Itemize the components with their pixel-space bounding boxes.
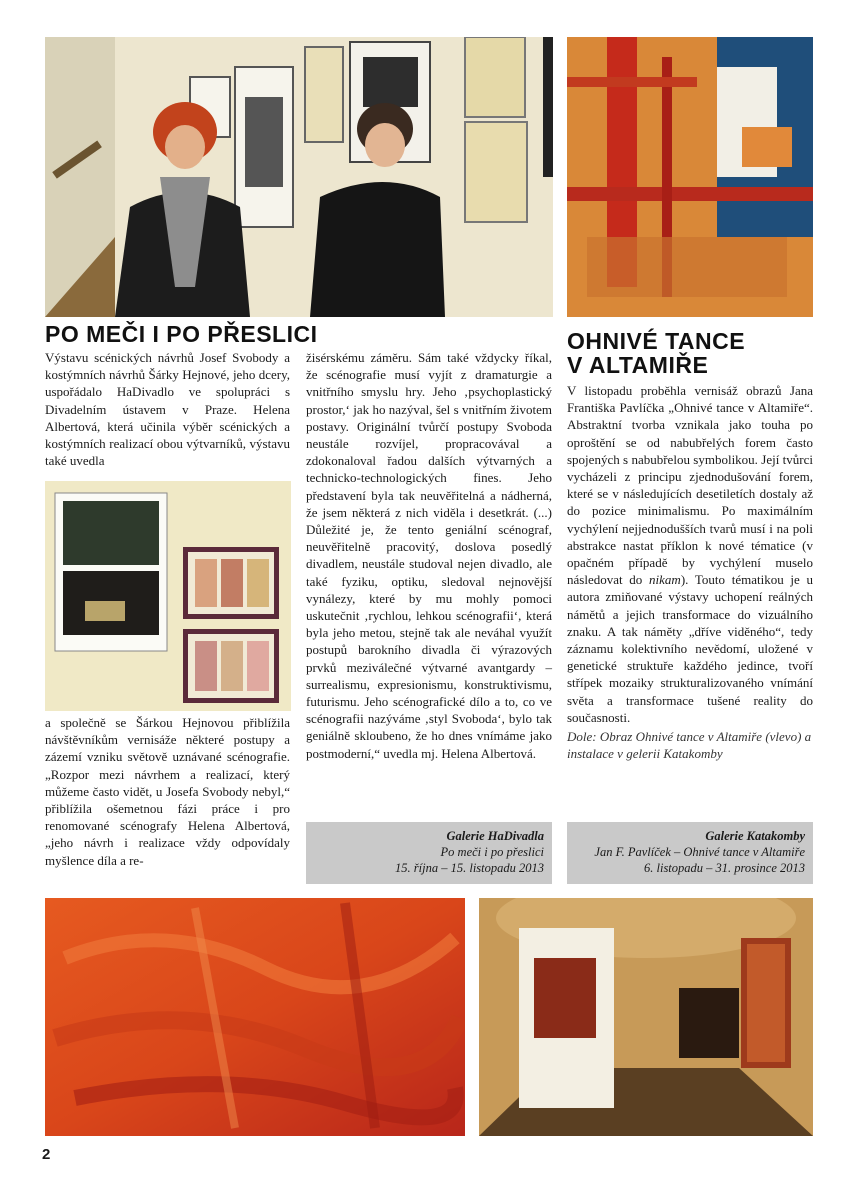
article1-headline: PO MEČI I PO PŘESLICI bbox=[45, 321, 318, 347]
article1-column1-top bbox=[45, 349, 290, 469]
article2-paragraph bbox=[567, 382, 813, 726]
framed-designs-photo bbox=[45, 481, 291, 711]
painting-red-abstract-photo bbox=[45, 898, 465, 1136]
article2-caption-line1: Jan F. Pavlíček – Ohnivé tance v Altamiře bbox=[594, 845, 805, 859]
article1-paragraph-3: žisérskému záměru. Sám také vždycky říkal, že scénografie musí vyjít z dramaturgie a vnitřního smyslu hry. Jeho ‚psychoplastický prostor,‘ jak ho nazýval, šel s vnitřním životem postavy. Originální tvůrčí postupy Svoboda neustále rozvíjel, propracovával a zdokonaloval řadou dalších výtvarných a technicko-technologických fines. Jeho představení byla tak neuvěřitelná a nádherná, že jsem některá z nich viděla i desetkrát. (...) Důležité je, že tento geniální scénograf, neuvěřitelně pracovitý, doslova posedlý divadlem, neustále studoval nejen divadlo, ale také fyziku, optiku, sledoval nejnovější vynálezy, které by mu mohly pomoci uskutečnit ‚rychlou, lehkou scénografii‘, která byla jeho metou, stejně tak ale neváhal využít postupů barokního divadla či výrazových prvků meziválečné výtvarné avantgardy – surrealismu, expresionismu, konstruktivismu, futurismu. Jeho scénografické dílo a to, co ve scénografii nazýváme ‚styl Svoboda‘, bylo tak geniálně skloubeno, že ho dnes vnímáme jako postmoderní,“ uvedla mj. Helena Albertová. bbox=[306, 350, 552, 761]
gallery-installation-photo bbox=[479, 898, 813, 1136]
article2-headline bbox=[567, 329, 745, 377]
article2-body: V listopadu proběhla vernisáž obrazů Jana Františka Pavlíčka „Ohnivé tance v Altamiře“. Abstraktní tvorba vznikala jako touha po oproštění se od nabubřelých forem často spojených s nabubřelou symbolikou. Její tvůrci vycházeli z principu zjednodušování forem, které se v následujících desetiletích dostaly až do pozice minimalismu. Po maximálním vychýlení nejjednodušších tvarů musí i na poli abstrakce nastat příklon k nové tématice (v opačném případě by vychýlení muselo následovat do bbox=[567, 383, 813, 588]
article2-photo-note: Dole: Obraz Ohnivé tance v Altamiře (vlevo) a instalace v gelerii Katakomby bbox=[567, 729, 812, 762]
article2-body-emphasis: nikam bbox=[649, 572, 681, 588]
article1-paragraph-2: a společně se Šárkou Hejnovou přiblížila návštěvníkům vernisáže některé postupy a zázemí vzniku světově uznávané scénografie. „Rozpor mezi návrhem a realizací, který můžeme často vidět, u Josefa Svobody nebyl,“ přiblížila ošemetnou fázi práce i pro renomované scénografy Helena Albertová, „jeho návrh i realizace vždy odpovídaly myšlence díla a re- bbox=[45, 715, 290, 868]
article1-caption-line2: 15. října – 15. listopadu 2013 bbox=[395, 861, 544, 875]
article1-caption-line1: Po meči i po přeslici bbox=[440, 845, 544, 859]
article1-paragraph-1: Výstavu scénických návrhů Josef Svobody a kostýmních návrhů Šárky Hejnové, jeho dcery, uspořádalo HaDivadlo ve spolupráci s Divadelním ústavem v Praze. Helena Albertová, která učinila výběr scénických a kostýmních realizací obou výtvarníků, výstavu také uvedla bbox=[45, 350, 290, 469]
article2-caption-line2: 6. listopadu – 31. prosince 2013 bbox=[644, 861, 805, 875]
article2-headline-line2: V ALTAMIŘE bbox=[567, 352, 709, 378]
article2-headline-line1: OHNIVÉ TANCE bbox=[567, 328, 746, 354]
article2-column bbox=[567, 382, 813, 762]
article2-caption-box bbox=[567, 822, 813, 884]
article2-caption-title: Galerie Katakomby bbox=[705, 829, 805, 843]
article1-caption-title: Galerie HaDivadla bbox=[446, 829, 544, 843]
page-number: 2 bbox=[42, 1146, 51, 1163]
article2-body-end: ). Touto tématikou je u autora zmiňované výstavy uchopení reálných námětů a jejich transformace do vizuálního znaku. A tak náměty „dříve viděného“, tedy záznamu kolektivního nevědomí, uložené v genetické struktuře každého jedince, tvoří střípek mozaiky strukturalizovaného vnímání světa a transformace tušené reality do současnosti. bbox=[567, 572, 814, 725]
painting-ohnive-tance-photo bbox=[567, 37, 813, 317]
exhibition-opening-photo bbox=[45, 37, 553, 317]
article1-caption-box bbox=[306, 822, 552, 884]
article1-column2 bbox=[306, 349, 552, 762]
article1-column1-bottom bbox=[45, 714, 290, 869]
